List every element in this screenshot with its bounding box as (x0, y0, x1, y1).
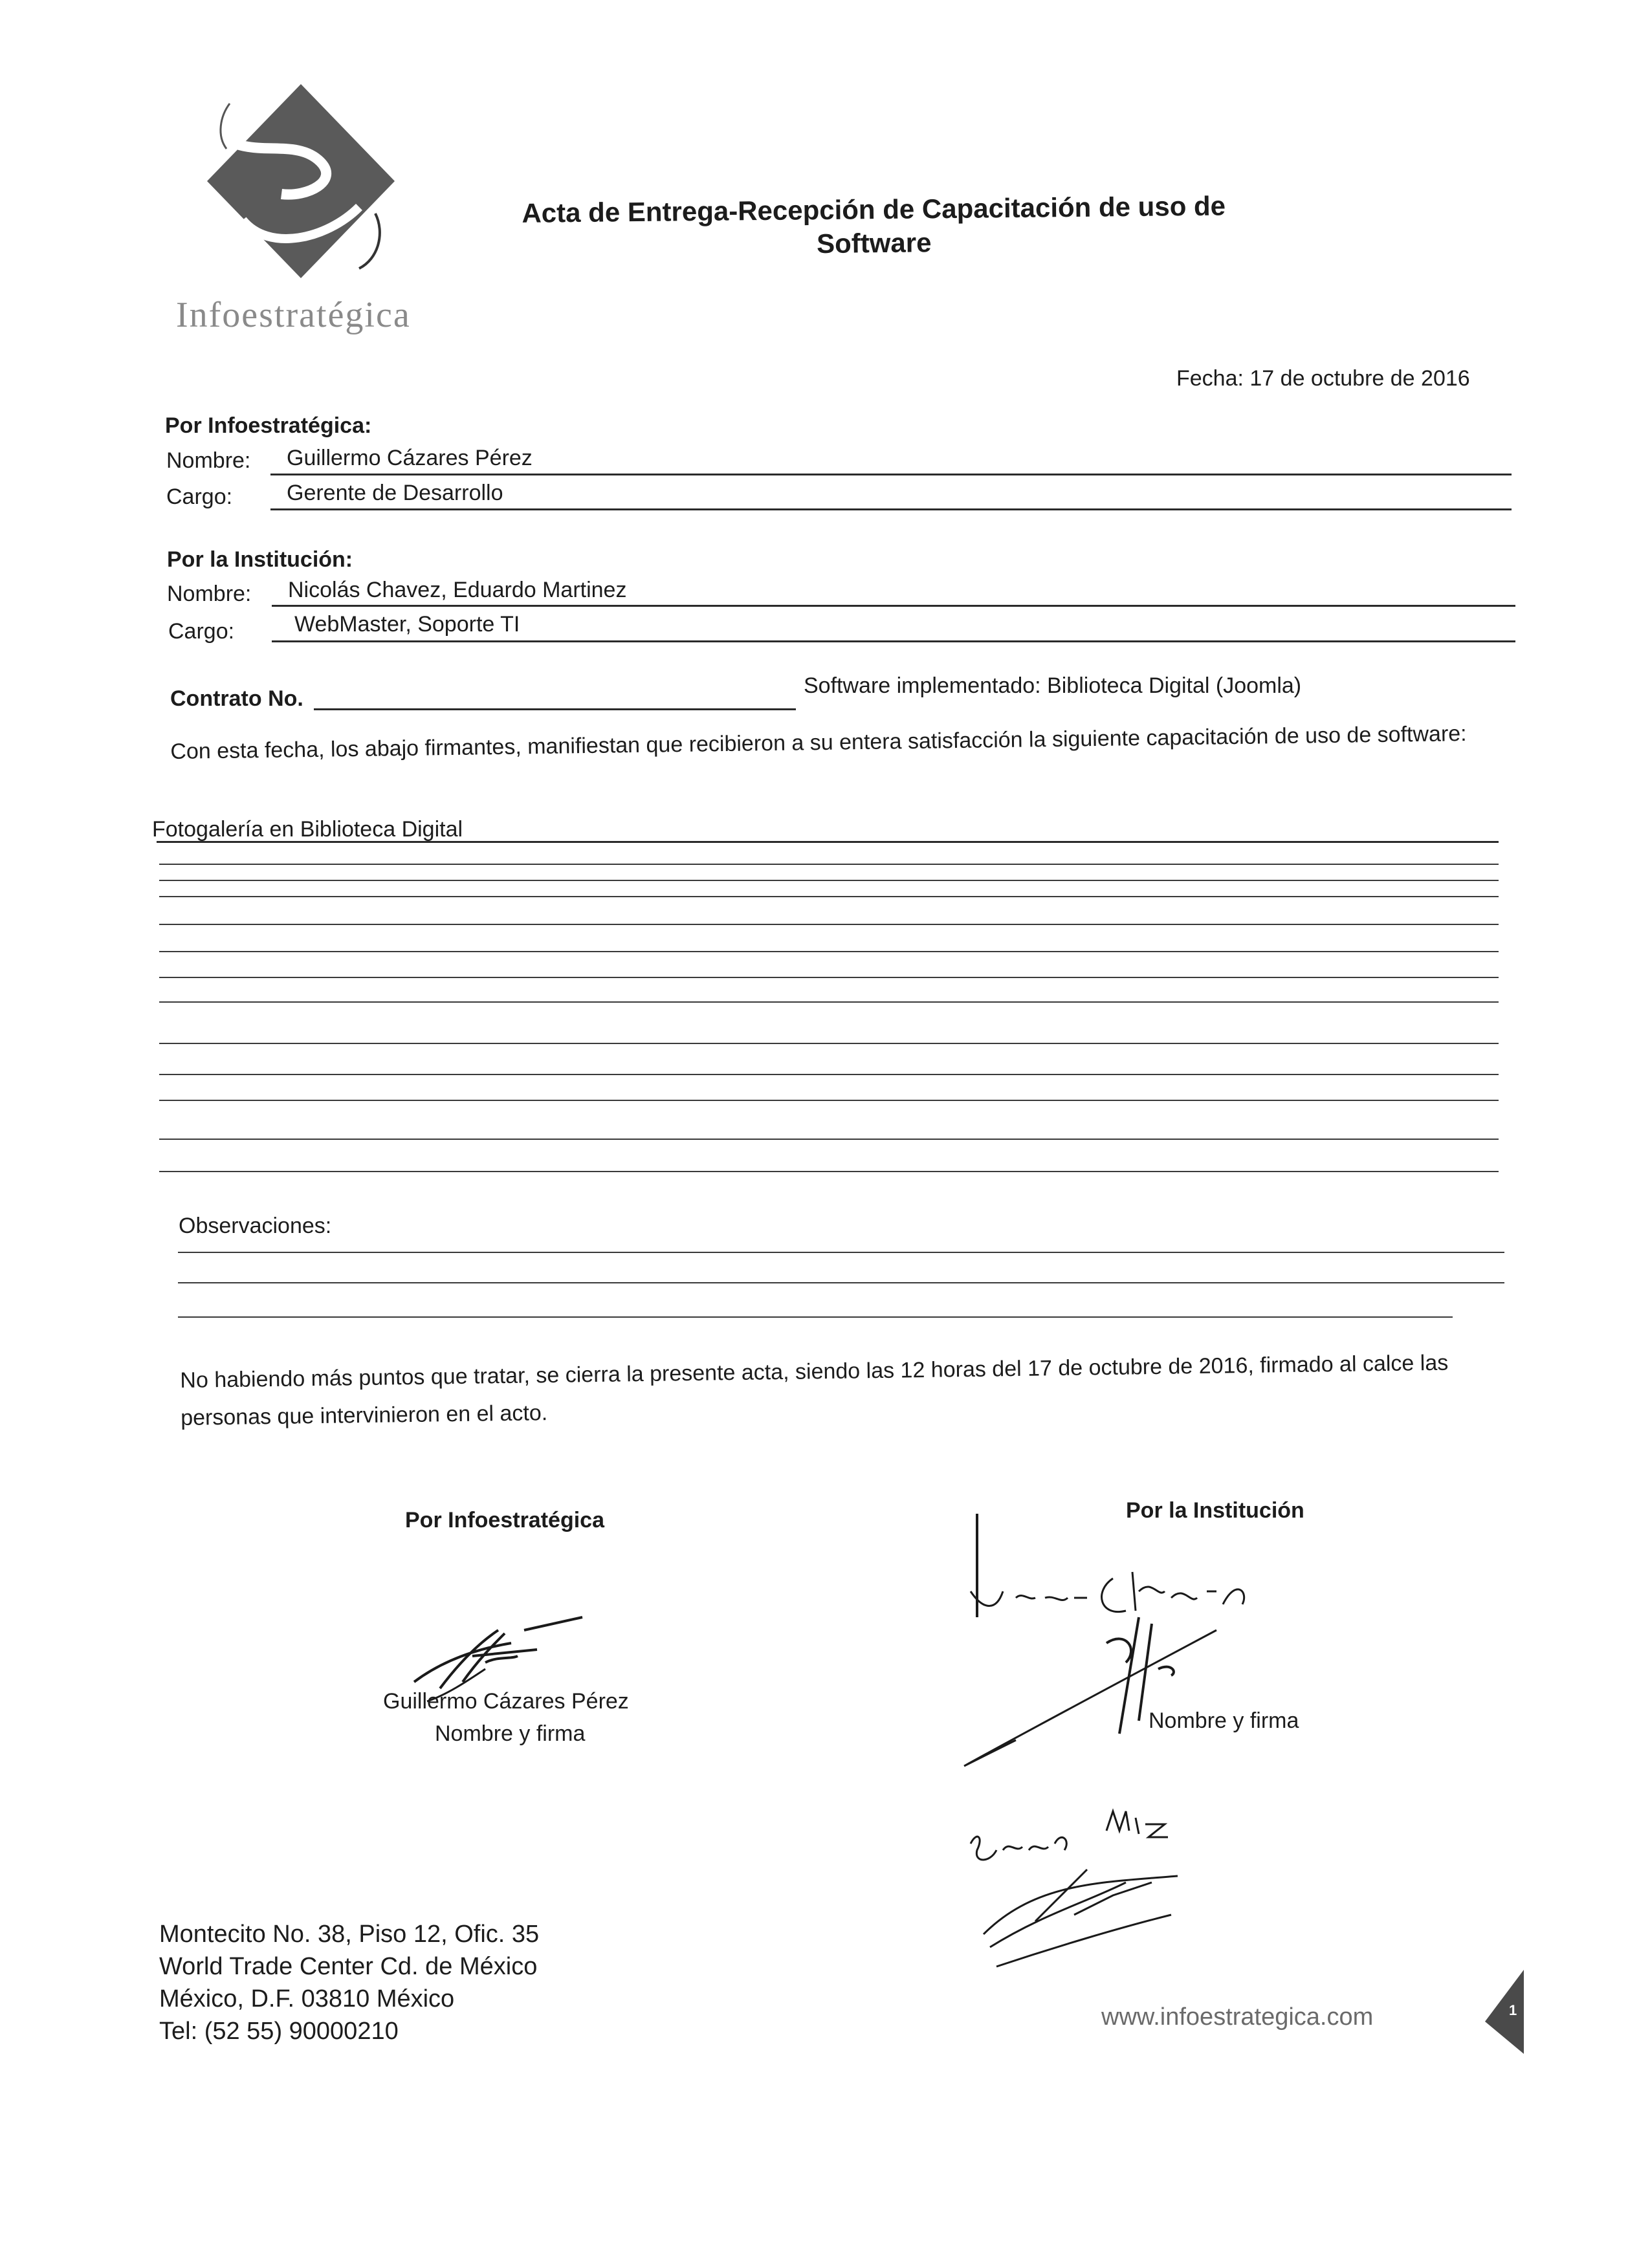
capacitacion-line-8 (159, 1001, 1499, 1003)
nombre-value: Nicolás Chavez, Eduardo Martinez (288, 578, 627, 602)
observaciones-line-3 (178, 1316, 1453, 1318)
logo-wordmark: Infoestratégica (176, 295, 411, 335)
capacitacion-line-11 (159, 1100, 1499, 1101)
nombre-value: Guillermo Cázares Pérez (287, 446, 533, 470)
capacitacion-line-7 (159, 977, 1499, 978)
cargo-value: WebMaster, Soporte TI (294, 612, 520, 637)
capacitacion-line-9 (159, 1043, 1499, 1044)
closing-paragraph: No habiendo más puntos que tratar, se cierra la presente acta, siendo las 12 horas del 17 de octubre de 2016, firmado al calce las personas que intervinieron en el acto. (180, 1350, 1449, 1430)
cargo-underline (272, 640, 1515, 642)
title-line-2: Software (816, 227, 932, 259)
capacitacion-line-13 (159, 1171, 1499, 1172)
nombre-label: Nombre: (166, 448, 251, 473)
cargo-label: Cargo: (168, 619, 235, 644)
company-address: Montecito No. 38, Piso 12, Ofic. 35 World Trade Center Cd. de México México, D.F. 03810 México Tel: (52 55) 90000210 (159, 1921, 540, 2045)
signature-heading-infoestrategica: Por Infoestratégica (405, 1508, 604, 1532)
infoestrategica-logo-mark (191, 84, 411, 298)
software-implementado: Software implementado: Biblioteca Digital (Joomla) (804, 673, 1302, 698)
page-corner-marker (1479, 1970, 1524, 2054)
contrato-label: Contrato No. (170, 686, 303, 711)
title-line-1: Acta de Entrega-Recepción de Capacitación de uso de (522, 190, 1226, 228)
contrato-underline (314, 708, 796, 710)
capacitacion-line-1 (157, 841, 1499, 843)
capacitacion-line-10 (159, 1074, 1499, 1075)
nombre-underline (272, 605, 1515, 607)
capacitacion-item: Fotogalería en Biblioteca Digital (152, 817, 463, 842)
capacitacion-line-5 (159, 924, 1499, 925)
signature-caption-right: Nombre y firma (1149, 1708, 1299, 1733)
section-heading-institucion: Por la Institución: (167, 547, 353, 572)
nombre-label: Nombre: (167, 582, 252, 606)
capacitacion-line-3 (159, 880, 1499, 881)
observaciones-line-1 (178, 1252, 1504, 1253)
signature-name-left: Guillermo Cázares Pérez (383, 1689, 629, 1714)
section-heading-infoestrategica: Por Infoestratégica: (165, 413, 372, 438)
signature-caption-left: Nombre y firma (435, 1721, 586, 1746)
document-title (453, 188, 1295, 265)
signature-heading-institucion: Por la Institución (1126, 1498, 1304, 1523)
document-date: Fecha: 17 de octubre de 2016 (1176, 366, 1470, 391)
nombre-underline (270, 474, 1512, 475)
website-url[interactable]: www.infoestrategica.com (1101, 2003, 1374, 2031)
observaciones-label: Observaciones: (179, 1214, 332, 1238)
capacitacion-line-2 (159, 864, 1499, 865)
signature-eduardo-mtz (958, 1805, 1204, 1979)
page-number: 1 (1509, 2002, 1517, 2018)
intro-paragraph: Con esta fecha, los abajo firmantes, manifiestan que recibieron a su entera satisfacción la siguiente capacitación de uso de software: (170, 721, 1467, 764)
cargo-label: Cargo: (166, 485, 233, 509)
cargo-value: Gerente de Desarrollo (287, 481, 503, 505)
capacitacion-line-6 (159, 951, 1499, 952)
capacitacion-line-12 (159, 1139, 1499, 1140)
capacitacion-line-4 (159, 896, 1499, 897)
cargo-underline (270, 508, 1512, 510)
observaciones-line-2 (178, 1282, 1504, 1283)
signature-nicolas-chavez (958, 1501, 1294, 1785)
